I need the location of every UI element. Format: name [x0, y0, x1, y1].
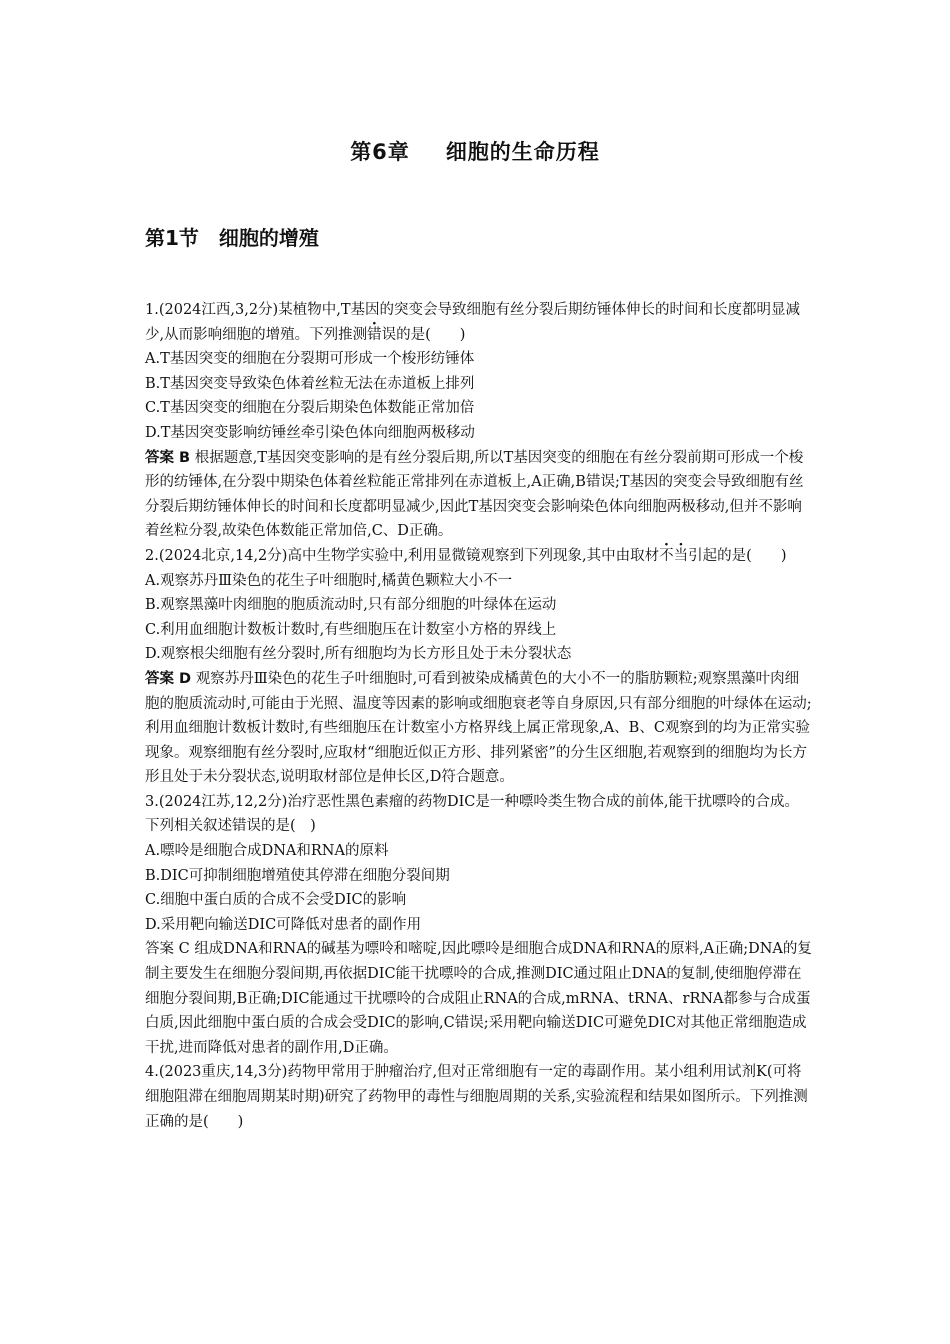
question-3-option-a: A.嘌呤是细胞合成DNA和RNA的原料 [145, 843, 389, 860]
answer-label: 答案 B [145, 449, 191, 466]
question-3-option-b: B.DIC可抑制细胞增殖使其停滞在细胞分裂间期 [145, 867, 450, 884]
question-1-stem: 1.(2024江西,3,2分)某植物中,T基因的突变会导致细胞有丝分裂后期纺锤体伸长的时间和长度都明显减少,从而影响细胞的增殖。下列推测错误的是( ) [145, 302, 800, 343]
chapter-label: 第6章 [350, 140, 410, 164]
emphasis-char: 错 [367, 326, 382, 343]
question-3-option-d: D.采用靶向输送DIC可降低对患者的副作用 [145, 916, 422, 933]
question-2-option-b: B.观察黑藻叶肉细胞的胞质流动时,只有部分细胞的叶绿体在运动 [145, 597, 557, 614]
question-2-option-c: C.利用血细胞计数板计数时,有些细胞压在计数室小方格的界线上 [145, 621, 557, 638]
question-3-option-c: C.细胞中蛋白质的合成不会受DIC的影响 [145, 892, 407, 909]
emphasis-char: 当 [673, 547, 689, 564]
question-1-option-c: C.T基因突变的细胞在分裂后期染色体数能正常加倍 [145, 400, 475, 417]
question-4-stem: 4.(2023重庆,14,3分)药物甲常用于肿瘤治疗,但对正常细胞有一定的毒副作用。某小组利用试剂K(可将细胞阻滞在细胞周期某时期)研究了药物甲的毒性与细胞周期的关系,实验流程和结果如图所示。下列推测正确的是( ) [145, 1064, 808, 1130]
section-label: 第1节 [145, 226, 199, 250]
question-2-option-d: D.观察根尖细胞有丝分裂时,所有细胞均为长方形且处于未分裂状态 [145, 646, 572, 663]
question-1-answer: 答案 B 根据题意,T基因突变影响的是有丝分裂后期,所以T基因突变的细胞在有丝分裂前期可形成一个梭形的纺锤体,在分裂中期染色体着丝粒能正常排列在赤道板上,A正确,B错误;T基因的突变会导致细胞有丝分裂后期纺锤体伸长的时间和长度都明显减少,因此T基因突变会影响染色体向细胞两极移动,但并不影响着丝粒分裂,故染色体数能正常加倍,C、D正确。 [145, 449, 804, 540]
section-title [145, 222, 319, 251]
question-1-option-d: D.T基因突变影响纺锤丝牵引染色体向细胞两极移动 [145, 424, 475, 441]
emphasis-char: 不 [659, 547, 674, 564]
question-3-answer: 答案 C 组成DNA和RNA的碱基为嘌呤和嘧啶,因此嘌呤是细胞合成DNA和RNA的原料,A正确;DNA的复制主要发生在细胞分裂间期,再依据DIC能干扰嘌呤的合成,推测DIC通过阻止DNA的复制,使细胞停滞在细胞分裂间期,B正确;DIC能通过干扰嘌呤的合成阻止RNA的合成,mRNA、tRNA、rRNA都参与合成蛋白质,因此细胞中蛋白质的合成会受DIC的影响,C错误;采用靶向输送DIC可避免DIC对其他正常细胞造成干扰,进而降低对患者的副作用,D正确。 [145, 941, 812, 1056]
question-2-answer: 答案 D 观察苏丹Ⅲ染色的花生子叶细胞时,可看到被染成橘黄色的大小不一的脂肪颗粒;观察黑藻叶肉细胞的胞质流动时,可能由于光照、温度等因素的影响或细胞衰老等自身原因,只有部分细胞的叶绿体在运动;利用血细胞计数板计数时,有些细胞压在计数室小方格界线上属正常现象,A、B、C观察到的均为正常实验现象。观察细胞有丝分裂时,应取材“细胞近似正方形、排列紧密”的分生区细胞,若观察到的细胞均为长方形且处于未分裂状态,说明取材部位是伸长区,D符合题意。 [145, 670, 812, 786]
chapter-name: 细胞的生命历程 [445, 140, 600, 164]
question-1-option-b: B.T基因突变导致染色体着丝粒无法在赤道板上排列 [145, 375, 475, 392]
question-list [145, 298, 813, 1134]
section-name: 细胞的增殖 [218, 226, 319, 250]
question-2-option-a: A.观察苏丹Ⅲ染色的花生子叶细胞时,橘黄色颗粒大小不一 [145, 572, 513, 589]
question-3-stem: 3.(2024江苏,12,2分)治疗恶性黑色素瘤的药物DIC是一种嘌呤类生物合成的前体,能干扰嘌呤的合成。下列相关叙述错误的是( ) [145, 793, 799, 835]
answer-label: 答案 D [145, 670, 192, 687]
chapter-title [0, 136, 950, 166]
question-2-stem: 2.(2024北京,14,2分)高中生物学实验中,利用显微镜观察到下列现象,其中由取材不当引起的是( ) [145, 547, 787, 564]
question-1-option-a: A.T基因突变的细胞在分裂期可形成一个梭形纺锤体 [145, 351, 475, 368]
